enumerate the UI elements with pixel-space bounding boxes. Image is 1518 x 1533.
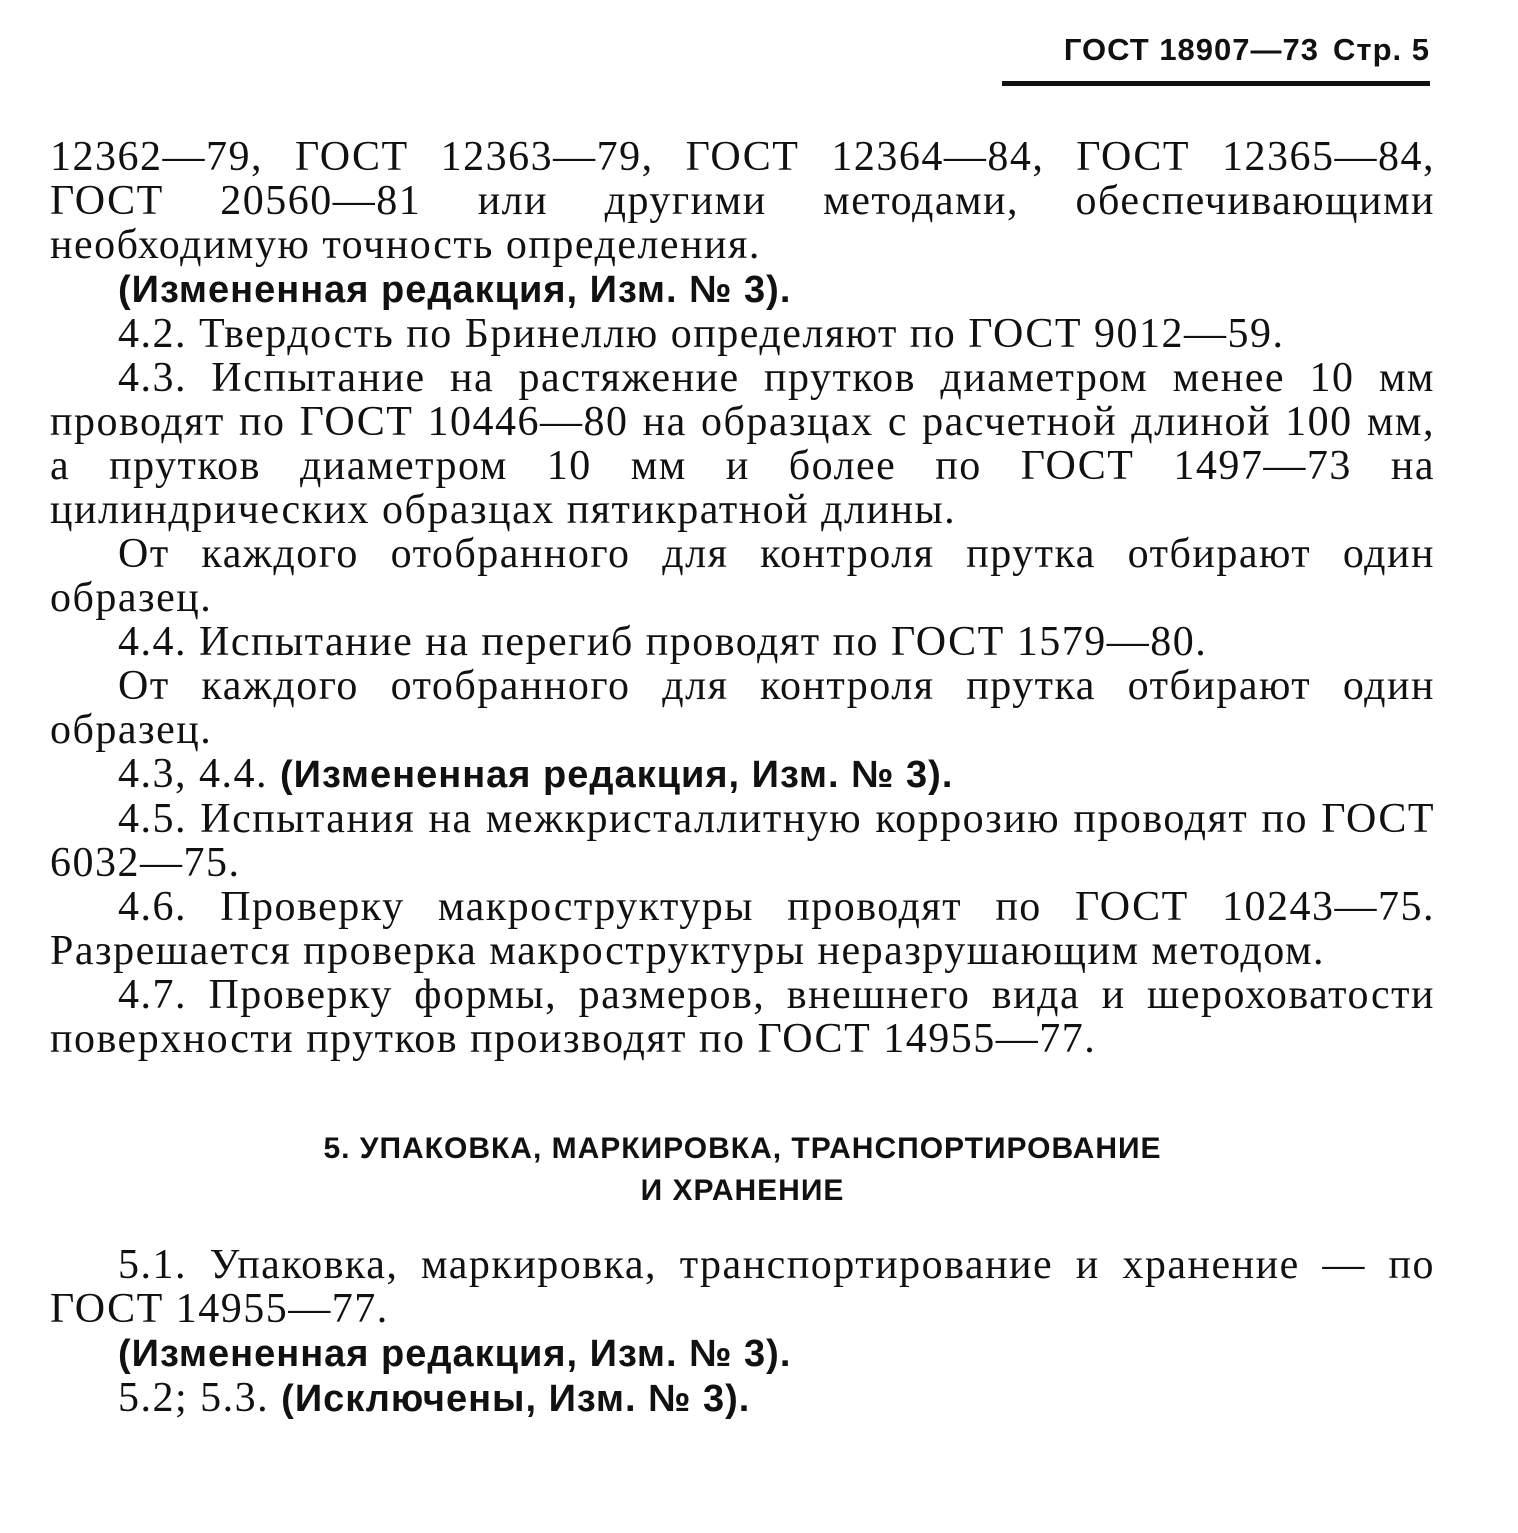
- paragraph-4-2: 4.2. Твердость по Бринеллю определяют по ГОСТ 9012—59.: [118, 311, 1285, 357]
- section-5-heading: [50, 1128, 1435, 1212]
- paragraph-5-1: 5.1. Упаковка, маркировка, транспортирование и хранение — по ГОСТ 14955—77.: [50, 1242, 1435, 1332]
- section-5-heading-line1: 5. УПАКОВКА, МАРКИРОВКА, ТРАНСПОРТИРОВАНИЕ: [323, 1132, 1162, 1165]
- paragraph-4-5: 4.5. Испытания на межкристаллитную коррозию проводят по ГОСТ 6032—75.: [50, 796, 1435, 886]
- paragraph-continuation: 12362—79, ГОСТ 12363—79, ГОСТ 12364—84, ГОСТ 12365—84, ГОСТ 20560—81 или другими методами, обеспечивающими необходимую точность определения.: [50, 134, 1435, 268]
- amendment-note: (Измененная редакция, Изм. № 3).: [118, 269, 792, 311]
- paragraph-4-7: 4.7. Проверку формы, размеров, внешнего вида и шероховатости поверхности прутков производят по ГОСТ 14955—77.: [50, 972, 1435, 1062]
- paragraph-4-3: 4.3. Испытание на растяжение прутков диаметром менее 10 мм проводят по ГОСТ 10446—80 на образцах с расчетной длиной 100 мм, а прутков диаметром 10 мм и более по ГОСТ 1497—73 на цилиндрических образцах пятикратной длины.: [50, 355, 1435, 533]
- paragraph-4-3-4-4-amendment: [50, 752, 1435, 797]
- paragraph-5-2-5-3: [50, 1376, 1435, 1421]
- section-5-body: [50, 1243, 1435, 1421]
- paragraph-4-6: 4.6. Проверку макроструктуры проводят по ГОСТ 10243—75. Разрешается проверка макроструктуры неразрушающим методом.: [50, 884, 1435, 974]
- exclusion-note: (Исключены, Изм. № 3).: [281, 1378, 751, 1420]
- clause-numbers: 4.3, 4.4.: [118, 751, 268, 797]
- paragraph-amendment: [50, 267, 1435, 312]
- paragraph-5-1-amendment: [50, 1331, 1435, 1376]
- header-document-number: ГОСТ 18907—73: [1063, 32, 1320, 67]
- clause-numbers: 5.2; 5.3.: [118, 1375, 270, 1421]
- paragraph-4-3-sample: От каждого отобранного для контроля прутка отбирают один образец.: [50, 531, 1435, 621]
- body-text: [50, 135, 1435, 1061]
- paragraph-4-4-sample: От каждого отобранного для контроля прутка отбирают один образец.: [50, 663, 1435, 753]
- paragraph-4-4: 4.4. Испытание на перегиб проводят по ГОСТ 1579—80.: [118, 619, 1208, 665]
- section-5-heading-line2: И ХРАНЕНИЕ: [640, 1174, 845, 1207]
- header-page-number: Стр. 5: [1333, 32, 1430, 67]
- page-header: [1002, 30, 1430, 86]
- amendment-note: (Измененная редакция, Изм. № 3).: [280, 754, 954, 796]
- amendment-note: (Измененная редакция, Изм. № 3).: [118, 1333, 792, 1375]
